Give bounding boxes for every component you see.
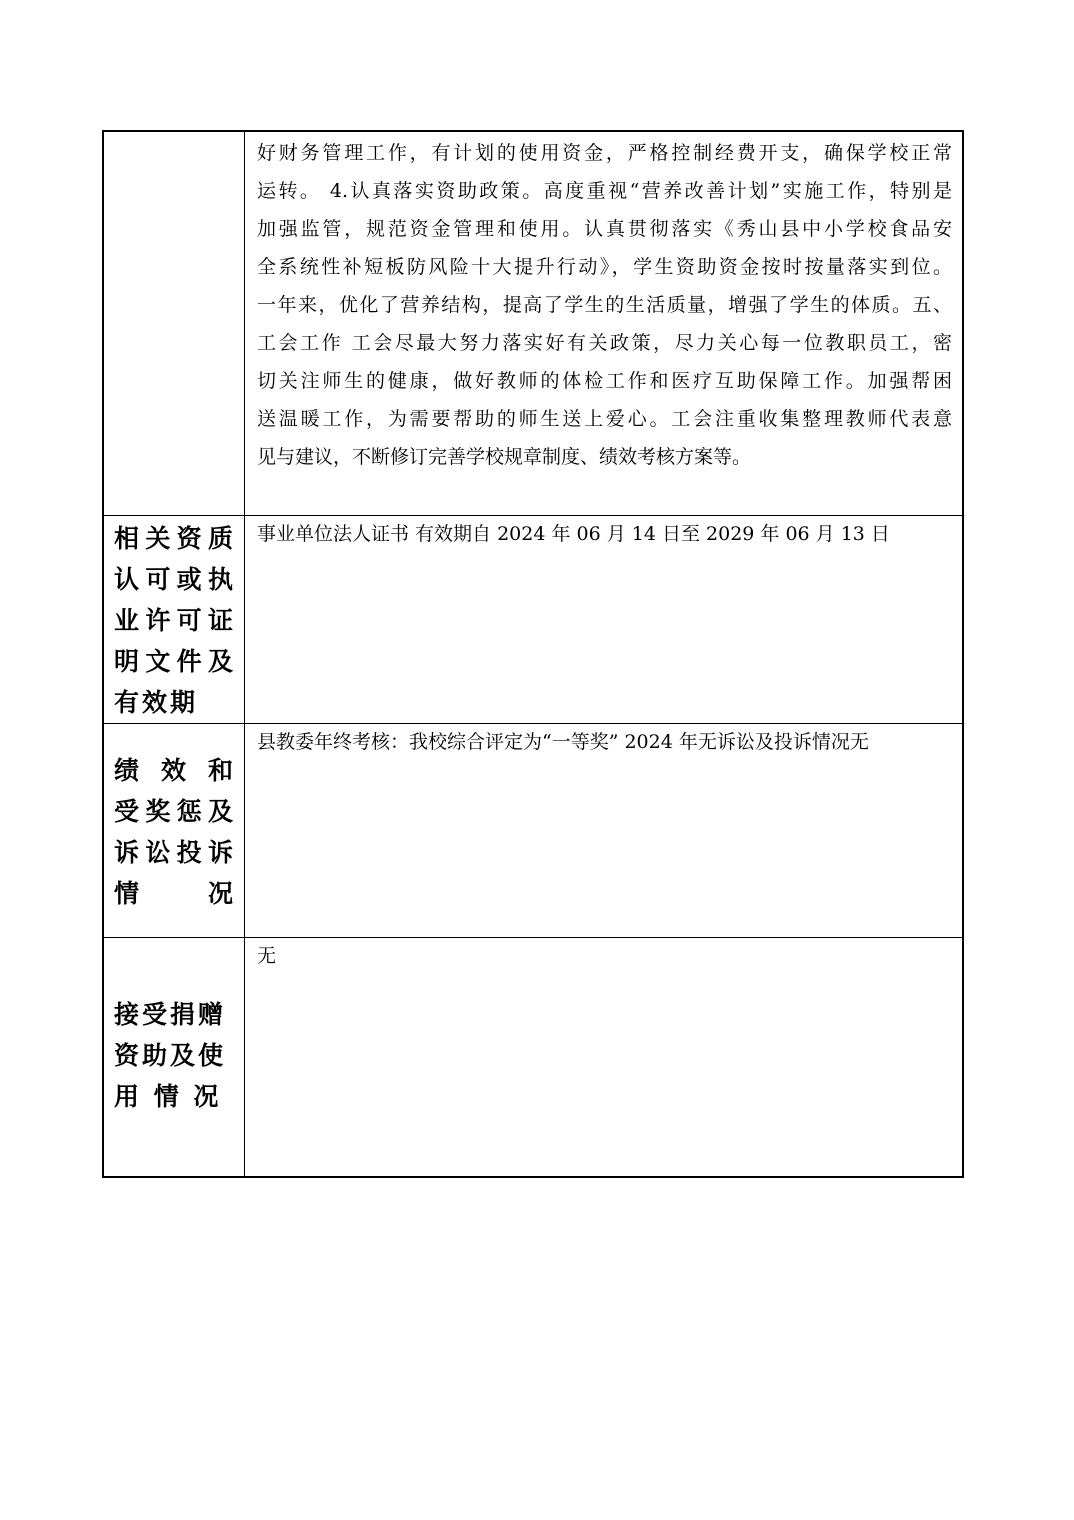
label-line: 诉讼投诉 (114, 838, 236, 867)
label-line: 绩 效 和 (114, 756, 236, 785)
paragraph-line: 全系统性补短板防风险十大提升行动》，学生资助资金按时按量落实到位。 (257, 256, 952, 278)
table-row-qualification (103, 516, 963, 724)
empty-label-cell (103, 131, 245, 516)
label-line: 资助及使 (114, 1041, 227, 1070)
continued-paragraph (245, 132, 962, 484)
table-row-performance (103, 724, 963, 938)
performance-label (104, 724, 244, 914)
info-table (102, 130, 964, 1178)
donation-label-cell (103, 938, 245, 1178)
performance-content-cell (245, 724, 964, 938)
paragraph-line: 一年来，优化了营养结构，提高了学生的生活质量，增强了学生的体质。五、 (257, 294, 952, 316)
donation-label (104, 938, 244, 1117)
paragraph-line: 工会工作 工会尽最大努力落实好有关政策，尽力关心每一位教职员工，密 (257, 332, 952, 354)
donation-text: 无 (257, 945, 277, 967)
label-line: 用 情 况 (114, 1082, 222, 1111)
paragraph-line: 见与建议，不断修订完善学校规章制度、绩效考核方案等。 (257, 446, 752, 468)
paragraph-line: 切关注师生的健康，做好教师的体检工作和医疗互助保障工作。加强帮困 (257, 370, 952, 392)
donation-content-cell (245, 938, 964, 1178)
label-line: 业许可证 (114, 606, 236, 635)
label-line: 受奖惩及 (114, 797, 236, 826)
paragraph-line: 送温暖工作，为需要帮助的师生送上爱心。工会注重收集整理教师代表意 (257, 408, 952, 430)
table-row-continued (103, 131, 963, 516)
performance-label-cell (103, 724, 245, 938)
paragraph-line: 运转。 4.认真落实资助政策。高度重视“营养改善计划”实施工作，特别是 (257, 180, 952, 202)
qualification-text: 事业单位法人证书 有效期自 2024 年 06 月 14 日至 2029 年 06 月 13 日 (257, 523, 890, 545)
qualification-label (104, 516, 244, 723)
label-line: 相关资质 (114, 524, 236, 553)
label-line: 接受捐赠 (114, 1000, 227, 1029)
label-line: 有效期 (114, 688, 199, 717)
qualification-label-cell (103, 516, 245, 724)
qualification-content-cell (245, 516, 964, 724)
continued-content-cell (245, 131, 964, 516)
label-line: 情 况 (114, 879, 236, 908)
label-line: 认可或执 (114, 565, 236, 594)
paragraph-line: 好财务管理工作，有计划的使用资金，严格控制经费开支，确保学校正常 (257, 142, 952, 164)
paragraph-line: 加强监管，规范资金管理和使用。认真贯彻落实《秀山县中小学校食品安 (257, 218, 952, 240)
performance-text: 县教委年终考核：我校综合评定为“一等奖” 2024 年无诉讼及投诉情况无 (257, 731, 869, 753)
label-line: 明文件及 (114, 647, 236, 676)
table-row-donation (103, 938, 963, 1178)
